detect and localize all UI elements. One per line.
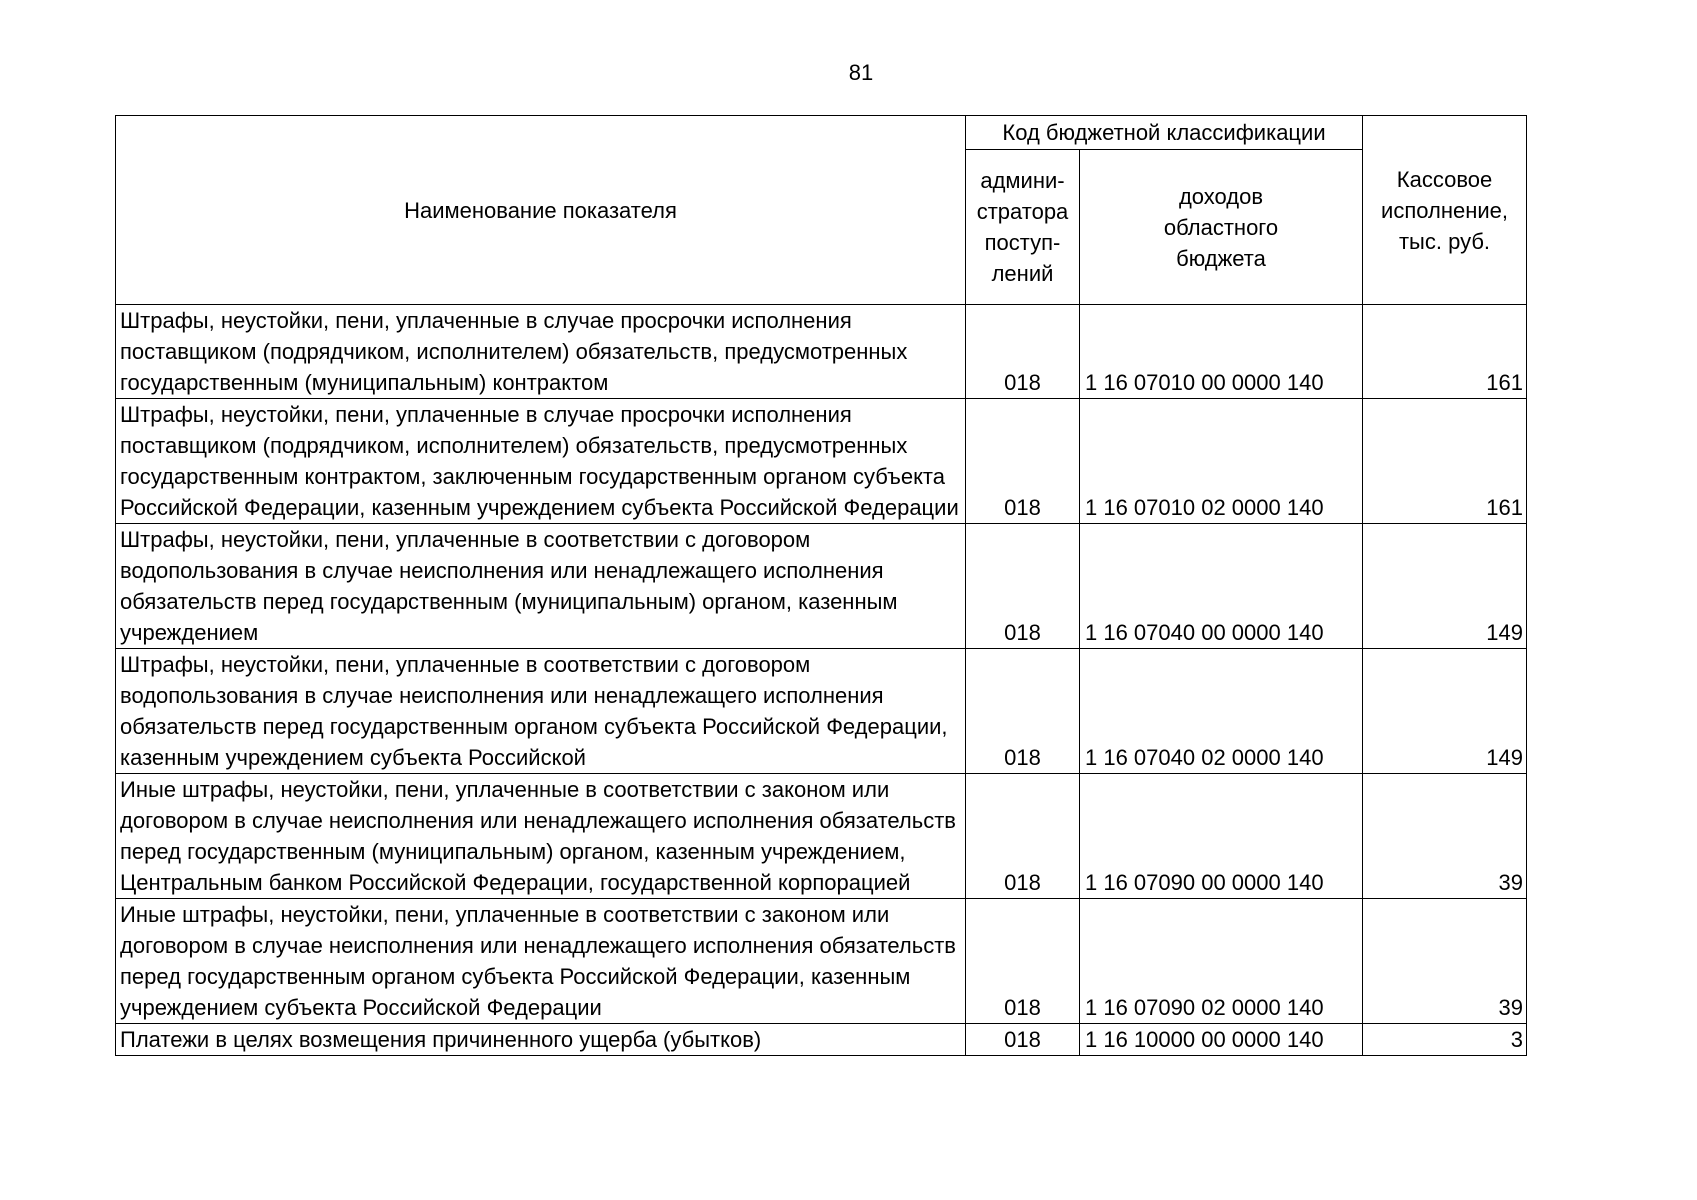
- row-name: Иные штрафы, неустойки, пени, уплаченные в соответствии с законом или договором в случае неисполнения или ненадлежащего исполнения обязательств перед государственным (муниципальным) органом, казенным учреждением, Центральным банком Российской Федерации, государственной корпорацией: [116, 774, 966, 899]
- row-amount: 149: [1363, 524, 1527, 649]
- header-cash-execution: Кассовое исполнение, тыс. руб.: [1363, 116, 1527, 305]
- table-row: [116, 399, 1527, 524]
- table-row: [116, 899, 1527, 1024]
- row-income-code: 1 16 10000 00 0000 140: [1080, 1024, 1363, 1056]
- table-row: [116, 524, 1527, 649]
- header-indicator-name: Наименование показателя: [116, 116, 966, 305]
- row-income-code: 1 16 07090 00 0000 140: [1080, 774, 1363, 899]
- table-row: [116, 305, 1527, 399]
- row-income-code: 1 16 07040 02 0000 140: [1080, 649, 1363, 774]
- row-name: Штрафы, неустойки, пени, уплаченные в случае просрочки исполнения поставщиком (подрядчиком, исполнителем) обязательств, предусмотренных государственным контрактом, заключенным государственным органом субъекта Российской Федерации, казенным учреждением субъекта Российской Федерации: [116, 399, 966, 524]
- table-row: [116, 649, 1527, 774]
- row-amount: 161: [1363, 399, 1527, 524]
- table-row: [116, 774, 1527, 899]
- row-name: Платежи в целях возмещения причиненного ущерба (убытков): [116, 1024, 966, 1056]
- row-amount: 39: [1363, 774, 1527, 899]
- row-admin-code: 018: [966, 524, 1080, 649]
- table-body: [116, 305, 1527, 1056]
- row-income-code: 1 16 07010 00 0000 140: [1080, 305, 1363, 399]
- row-admin-code: 018: [966, 305, 1080, 399]
- table-row: [116, 1024, 1527, 1056]
- row-name: Штрафы, неустойки, пени, уплаченные в случае просрочки исполнения поставщиком (подрядчиком, исполнителем) обязательств, предусмотренных государственным (муниципальным) контрактом: [116, 305, 966, 399]
- table-header: [116, 116, 1527, 305]
- row-admin-code: 018: [966, 1024, 1080, 1056]
- header-budget-classification-code: Код бюджетной классификации: [966, 116, 1363, 150]
- header-admin-code: админи- стратора поступ- лений: [966, 150, 1080, 305]
- header-income-code: доходов областного бюджета: [1080, 150, 1363, 305]
- row-name: Штрафы, неустойки, пени, уплаченные в соответствии с договором водопользования в случае неисполнения или ненадлежащего исполнения обязательств перед государственным (муниципальным) органом, казенным учреждением: [116, 524, 966, 649]
- row-income-code: 1 16 07040 00 0000 140: [1080, 524, 1363, 649]
- budget-table: [115, 115, 1527, 1056]
- row-amount: 39: [1363, 899, 1527, 1024]
- row-amount: 3: [1363, 1024, 1527, 1056]
- row-amount: 149: [1363, 649, 1527, 774]
- row-admin-code: 018: [966, 399, 1080, 524]
- row-amount: 161: [1363, 305, 1527, 399]
- page-number: 81: [848, 60, 874, 85]
- row-admin-code: 018: [966, 899, 1080, 1024]
- row-name: Иные штрафы, неустойки, пени, уплаченные в соответствии с законом или договором в случае неисполнения или ненадлежащего исполнения обязательств перед государственным органом субъекта Российской Федерации, казенным учреждением субъекта Российской Федерации: [116, 899, 966, 1024]
- row-income-code: 1 16 07090 02 0000 140: [1080, 899, 1363, 1024]
- row-income-code: 1 16 07010 02 0000 140: [1080, 399, 1363, 524]
- row-name: Штрафы, неустойки, пени, уплаченные в соответствии с договором водопользования в случае неисполнения или ненадлежащего исполнения обязательств перед государственным органом субъекта Российской Федерации, казенным учреждением субъекта Российской: [116, 649, 966, 774]
- row-admin-code: 018: [966, 649, 1080, 774]
- row-admin-code: 018: [966, 774, 1080, 899]
